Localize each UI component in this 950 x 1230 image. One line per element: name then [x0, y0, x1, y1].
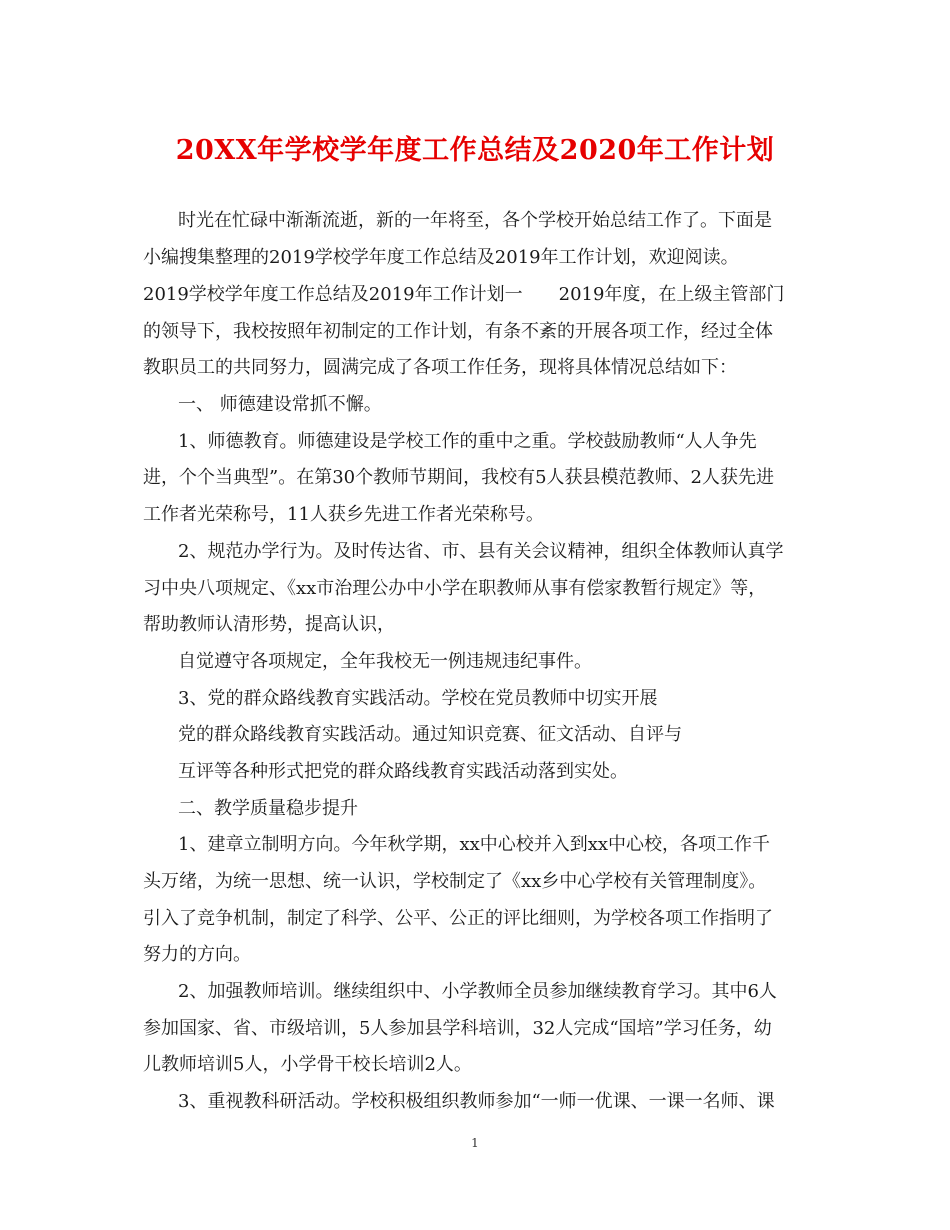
body-line: 3、重视教科研活动。学校积极组织教师参加“一师一优课、一课一名师、课	[178, 1091, 775, 1112]
body-line: 引入了竞争机制，制定了科学、公平、公正的评比细则，为学校各项工作指明了	[143, 908, 773, 929]
section-heading: 二、教学质量稳步提升	[178, 798, 358, 819]
body-line: 参加国家、省、市级培训，5人参加县学科培训，32人完成“国培”学习任务，幼	[143, 1018, 772, 1039]
body-line: 1、建章立制明方向。今年秋学期，xx中心校并入到xx中心校，各项工作千	[178, 834, 771, 855]
section-heading: 一、 师德建设常抓不懈。	[178, 394, 382, 415]
body-line: 互评等各种形式把党的群众路线教育实践活动落到实处。	[178, 761, 628, 782]
body-line: 教职员工的共同努力，圆满完成了各项工作任务，现将具体情况总结如下：	[143, 357, 737, 378]
body-line: 习中央八项规定、《xx市治理公办中小学在职教师从事有偿家教暂行规定》等，	[143, 578, 767, 599]
body-line: 3、党的群众路线教育实践活动。学校在党员教师中切实开展	[178, 688, 658, 709]
page-number: 1	[471, 1136, 479, 1150]
document-title: 20XX年学校学年度工作总结及2020年工作计划	[175, 135, 775, 166]
body-line: 党的群众路线教育实践活动。通过知识竞赛、征文活动、自评与	[178, 724, 682, 745]
body-line: 2019学校学年度工作总结及2019年工作计划一 2019年度，在上级主管部门	[143, 284, 785, 305]
body-line: 工作者光荣称号，11人获乡先进工作者光荣称号。	[143, 504, 544, 525]
body-line: 2、规范办学行为。及时传达省、市、县有关会议精神，组织全体教师认真学	[178, 541, 784, 562]
body-line: 小编搜集整理的2019学校学年度工作总结及2019年工作计划，欢迎阅读。	[143, 247, 739, 268]
body-line: 进，个个当典型”。在第30个教师节期间，我校有5人获县模范教师、2人获先进	[143, 467, 775, 488]
body-line: 时光在忙碌中渐渐流逝，新的一年将至，各个学校开始总结工作了。下面是	[178, 210, 772, 231]
body-line: 的领导下，我校按照年初制定的工作计划，有条不紊的开展各项工作，经过全体	[143, 321, 773, 342]
body-line: 头万绪，为统一思想、统一认识，学校制定了《xx乡中心学校有关管理制度》。	[143, 871, 767, 892]
body-line: 2、加强教师培训。继续组织中、小学教师全员参加继续教育学习。其中6人	[178, 981, 777, 1002]
body-line: 自觉遵守各项规定，全年我校无一例违规违纪事件。	[178, 651, 592, 672]
body-line: 儿教师培训5人，小学骨干校长培训2人。	[143, 1054, 472, 1075]
body-line: 帮助教师认清形势，提高认识，	[143, 614, 395, 635]
body-line: 1、师德教育。师德建设是学校工作的重中之重。学校鼓励教师“人人争先	[178, 431, 757, 452]
body-line: 努力的方向。	[143, 944, 251, 965]
